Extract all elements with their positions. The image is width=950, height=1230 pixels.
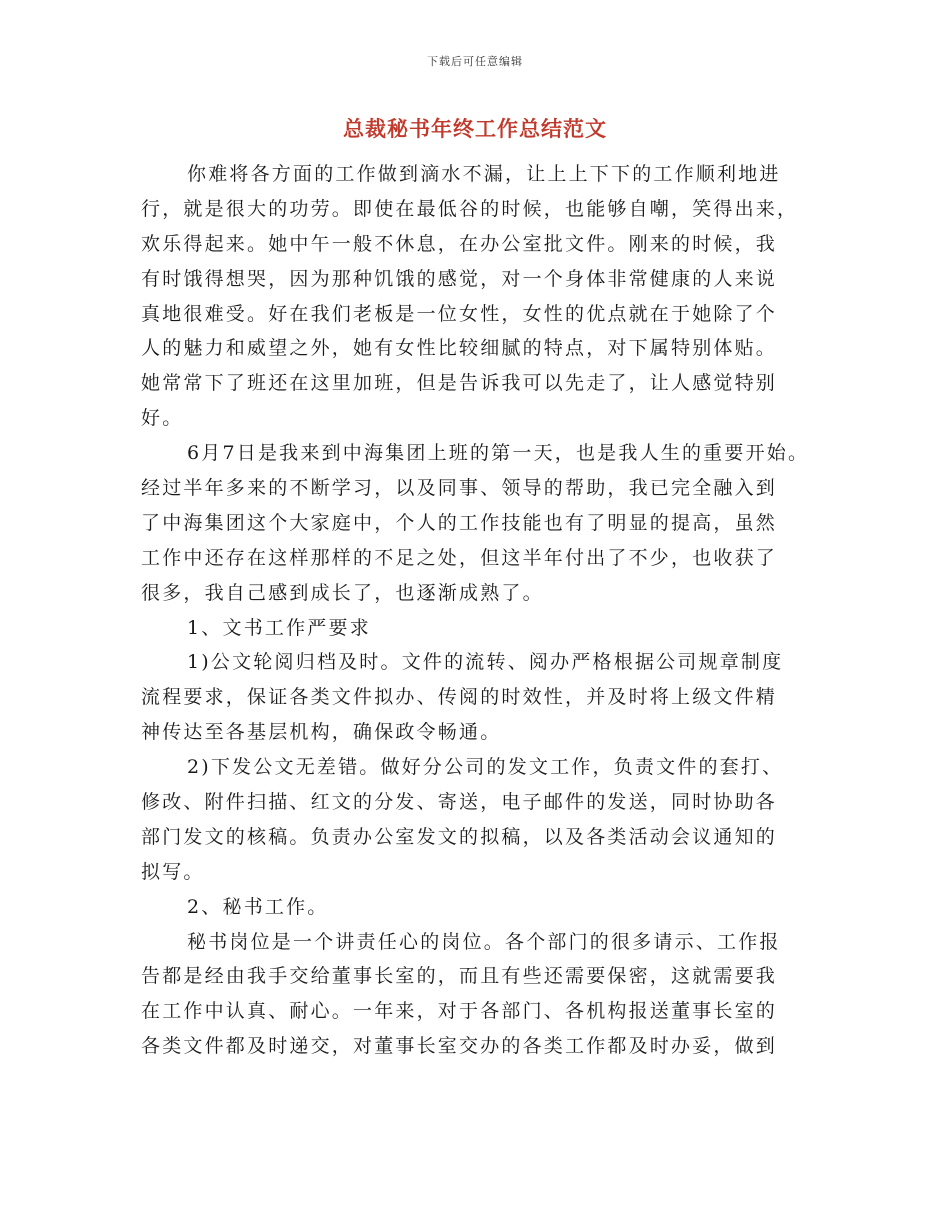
text-line: 好。	[141, 407, 184, 430]
text-line: 2)下发公文无差错。做好分公司的发文工作，负责文件的套打、	[187, 756, 784, 779]
text-line: 工作中还存在这样那样的不足之处，但这半年付出了不少，也收获了	[141, 546, 778, 569]
text-line: 6月7日是我来到中海集团上班的第一天，也是我人生的重要开始。	[187, 442, 810, 465]
text-line: 2、秘书工作。	[187, 895, 329, 918]
text-line: 1)公文轮阅归档及时。文件的流转、阅办严格根据公司规章制度	[187, 651, 784, 674]
text-line: 真地很难受。好在我们老板是一位女性，女性的优点就在于她除了个	[141, 302, 778, 325]
text-line: 在工作中认真、耐心。一年来，对于各部门、各机构报送董事长室的	[141, 1000, 778, 1023]
header-note: 下载后可任意编辑	[427, 55, 523, 68]
text-line: 修改、附件扫描、红文的分发、寄送，电子邮件的发送，同时协助各	[141, 791, 778, 814]
text-line: 秘书岗位是一个讲责任心的岗位。各个部门的很多请示、工作报	[187, 930, 781, 953]
document-body	[141, 157, 831, 1064]
text-line: 流程要求，保证各类文件拟办、传阅的时效性，并及时将上级文件精	[141, 686, 778, 709]
text-line: 1、文书工作严要求	[187, 616, 371, 639]
text-line: 部门发文的核稿。负责办公室发文的拟稿，以及各类活动会议通知的	[141, 825, 778, 848]
text-line: 了中海集团这个大家庭中，个人的工作技能也有了明显的提高，虽然	[141, 511, 778, 534]
text-line: 经过半年多来的不断学习，以及同事、领导的帮助，我已完全融入到	[141, 477, 778, 500]
text-line: 拟写。	[141, 860, 205, 883]
text-line: 很多，我自己感到成长了，也逐渐成熟了。	[141, 581, 544, 604]
document-title: 总裁秘书年终工作总结范文	[343, 116, 607, 141]
text-line: 告都是经由我手交给董事长室的，而且有些还需要保密，这就需要我	[141, 965, 778, 988]
text-line: 你难将各方面的工作做到滴水不漏，让上上下下的工作顺利地进	[187, 163, 781, 185]
text-line: 各类文件都及时递交，对董事长室交办的各类工作都及时办妥，做到	[141, 1035, 778, 1058]
text-line: 她常常下了班还在这里加班，但是告诉我可以先走了，让人感觉特别	[141, 372, 778, 395]
text-line: 欢乐得起来。她中午一般不休息，在办公室批文件。刚来的时候，我	[141, 232, 778, 255]
text-line: 有时饿得想哭，因为那种饥饿的感觉，对一个身体非常健康的人来说	[141, 267, 778, 290]
text-line: 神传达至各基层机构，确保政令畅通。	[141, 721, 502, 744]
text-line: 行，就是很大的功劳。即使在最低谷的时候，也能够自嘲，笑得出来，	[141, 197, 799, 220]
text-line: 人的魅力和威望之外，她有女性比较细腻的特点，对下属特别体贴。	[141, 337, 778, 360]
